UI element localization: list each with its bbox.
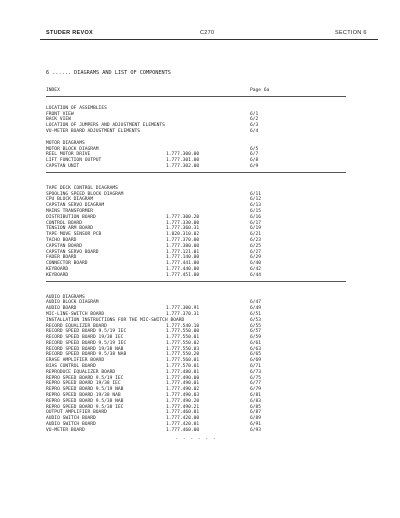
entry-title: LOCATION OF JUMPERS AND ADJUSTMENT ELEMENTS <box>46 123 165 129</box>
entry-page: 6/19 <box>250 226 262 232</box>
entry-title: BACK VIEW <box>46 117 71 123</box>
entry-title: MAINS TRANSFORMER <box>46 208 94 214</box>
entry-page: 6/77 <box>250 381 262 387</box>
entry-page: 6/87 <box>250 410 262 416</box>
entry-part-number: 1.777.370.31 <box>166 311 200 317</box>
entry-title: REPRO SPEED BOARD 19/38 NAB <box>46 393 121 399</box>
entry-part-number: 1.777.480.01 <box>166 369 200 375</box>
contents-row <box>46 129 346 135</box>
entry-part-number: 1.777.550.01 <box>166 335 200 341</box>
entry-page: 6/13 <box>250 203 262 209</box>
entry-title: AUDIO SWITCH BOARD <box>46 416 96 422</box>
entry-title: RECORD SPEED BOARD 19/38 IEC <box>46 335 124 341</box>
entry-title: RECORD SPEED BOARD 9.5/19 IEC <box>46 340 127 346</box>
entry-part-number: 1.777.490.20 <box>166 398 200 404</box>
entry-page: 6/3 <box>250 123 259 129</box>
entry-title: CAPSTAN SERVO DIAGRAM <box>46 203 105 209</box>
entry-title: OUTPUT AMPLIFIER BOARD <box>46 410 107 416</box>
entry-part-number: 1.777.360.31 <box>166 226 200 232</box>
entry-title: REPRO SPEED BOARD 9.5/38 NAB <box>46 398 124 404</box>
entry-page: 6/2 <box>250 117 259 123</box>
contents-row <box>46 164 346 170</box>
entry-title: TAPE DECK CONTROL DIAGRAMS <box>46 185 118 191</box>
entry-page: 6/4 <box>250 128 259 134</box>
entry-part-number: 1.777.490.02 <box>166 387 200 393</box>
brand-logo: STUDER REVOX <box>46 30 93 36</box>
entry-title: KEYBOARD <box>46 266 69 272</box>
entry-page: 6/51 <box>250 311 262 317</box>
entry-part-number: 1.777.490.01 <box>166 381 200 387</box>
model-number: C270 <box>200 30 215 36</box>
entry-page: 6/81 <box>250 393 262 399</box>
entry-page: 6/85 <box>250 404 262 410</box>
entry-title: RECORD SPEED BOARD 19/38 NAB <box>46 346 124 352</box>
entry-title: CPU BLOCK DIAGRAM <box>46 197 94 203</box>
entry-page: 6/21 <box>250 232 262 238</box>
entry-part-number: 1.777.570.01 <box>166 364 200 370</box>
entry-page: 6/49 <box>250 306 262 312</box>
section-title: 6 ...... DIAGRAMS AND LIST OF COMPONENTS <box>46 70 171 76</box>
entry-title: REEL MOTOR DRIVE <box>46 152 91 158</box>
entry-title: CAPSTAN UNIT <box>46 163 80 169</box>
entry-page: 6/11 <box>250 191 262 197</box>
entry-part-number: 1.777.560.01 <box>166 358 200 364</box>
entry-page: 6/27 <box>250 249 262 255</box>
entry-page: 6/61 <box>250 340 262 346</box>
entry-part-number: 1.777.490.03 <box>166 393 200 399</box>
contents-row <box>46 428 346 434</box>
entry-title: AUDIO SWITCH BOARD <box>46 422 96 428</box>
entry-title: INDEX <box>46 88 60 93</box>
entry-part-number: 1.777.420.00 <box>166 416 200 422</box>
entry-page: 6/65 <box>250 352 262 358</box>
entry-part-number: 1.777.330.00 <box>166 220 200 226</box>
entry-page: 6/25 <box>250 243 262 249</box>
entry-title: VU-METER BOARD <box>46 427 85 433</box>
entry-page: 6/73 <box>250 369 262 375</box>
entry-page: 6/55 <box>250 323 262 329</box>
entry-title: REPRODUCE EQUALIZER BOARD <box>46 369 116 375</box>
header-divider <box>40 39 378 40</box>
entry-part-number: 1.777.300.20 <box>166 214 200 220</box>
entry-part-number: 1.777.460.00 <box>166 427 200 433</box>
entry-title: CAPSTAN BOARD <box>46 243 82 249</box>
entry-page: 6/57 <box>250 329 262 335</box>
entry-page: 6/47 <box>250 300 262 306</box>
entry-part-number: 1.777.451.00 <box>166 272 200 278</box>
entry-page: 6/23 <box>250 237 262 243</box>
entry-page: 6/9 <box>250 163 259 169</box>
entry-title: TACHO BOARD <box>46 237 77 243</box>
entry-page: Page 6a <box>250 88 270 93</box>
entry-part-number: 1.777.420.01 <box>166 422 200 428</box>
entry-part-number: 1.777.370.00 <box>166 237 200 243</box>
entry-page: 6/7 <box>250 152 259 158</box>
entry-title: REPRO SPEED BOARD 9.5/19 NAB <box>46 387 124 393</box>
entry-title: TENSION ARM BOARD <box>46 226 94 232</box>
entry-title: RECORD EQUALIZER BOARD <box>46 323 107 329</box>
entry-part-number: 1.777.490.00 <box>166 375 200 381</box>
entry-page: 6/79 <box>250 387 262 393</box>
entry-title: VU-METER BOARD ADJUSTMENT ELEMENTS <box>46 128 141 134</box>
entry-page: 6/16 <box>250 214 262 220</box>
entry-page: 6/29 <box>250 255 262 261</box>
contents-row <box>46 273 346 279</box>
group-spacer <box>46 176 346 186</box>
entry-part-number: 1.777.550.00 <box>166 329 200 335</box>
entry-part-number: 1.777.550.03 <box>166 346 200 352</box>
entry-page: 6/17 <box>250 220 262 226</box>
entry-part-number: 1.777.302.00 <box>166 163 200 169</box>
entry-page: 6/83 <box>250 398 262 404</box>
entry-title: LOCATION OF ASSEMBLIES <box>46 105 107 111</box>
entry-title: FADER BOARD <box>46 255 77 261</box>
entry-title: MIC-LINE-SWITCH BOARD <box>46 311 105 317</box>
entry-part-number: 1.777.550.02 <box>166 340 200 346</box>
entry-page: 6/15 <box>250 208 262 214</box>
entry-page: 6/1 <box>250 111 259 117</box>
group-spacer <box>46 285 346 295</box>
entry-title: TAPE MOVE SENSOR PCB <box>46 232 102 238</box>
entry-page: 6/89 <box>250 416 262 422</box>
entry-title: MOTOR BLOCK DIAGRAM <box>46 146 99 152</box>
entry-title: DISTRIBUTION BOARD <box>46 214 96 220</box>
entry-title: AUDIO BOARD <box>46 306 77 312</box>
entry-title: CONTROL BOARD <box>46 220 82 226</box>
entry-title: REPRO SPEED BOARD 19/38 IEC <box>46 381 121 387</box>
entry-title: RECORD SPEED BOARD 9.5/19 IEC <box>46 329 127 335</box>
entry-page: 6/8 <box>250 158 259 164</box>
entry-title: RECORD SPEED BOARD 9.5/38 NAB <box>46 352 127 358</box>
entry-part-number: 1.777.440.00 <box>166 266 200 272</box>
entry-page: 6/63 <box>250 346 262 352</box>
entry-title: FRONT VIEW <box>46 111 74 117</box>
entry-title: INSTALLATION INSTRUCTIONS FOR THE MIC-SWITCH BOARD <box>46 317 185 323</box>
entry-part-number: 1.777.140.00 <box>166 255 200 261</box>
entry-part-number: 1.777.121.01 <box>166 249 200 255</box>
entry-page: 6/12 <box>250 197 262 203</box>
entry-title: BIAS CONTROL BOARD <box>46 364 96 370</box>
entry-page: 6/93 <box>250 427 262 433</box>
entry-part-number: 1.777.300.91 <box>166 306 200 312</box>
group-rule <box>46 172 346 173</box>
entry-page: 6/44 <box>250 272 262 278</box>
entry-title: AUDIO BLOCK DIAGRAM <box>46 300 99 306</box>
entry-page: 6/59 <box>250 335 262 341</box>
entry-title: CONNECTOR BOARD <box>46 261 88 267</box>
entry-page: 6/75 <box>250 375 262 381</box>
entry-title: REPRO SPEED BOARD 9.5/38 IEC <box>46 404 124 410</box>
entry-page: 6/69 <box>250 358 262 364</box>
entry-part-number: 1.777.550.20 <box>166 352 200 358</box>
entry-part-number: 1.777.540.10 <box>166 323 200 329</box>
entry-part-number: 1.777.301.00 <box>166 158 200 164</box>
entry-title: REPRO SPEED BOARD 9.5/19 IEC <box>46 375 124 381</box>
entry-part-number: 1.777.460.01 <box>166 410 200 416</box>
entry-part-number: 1.777.490.21 <box>166 404 200 410</box>
entry-title: KEYBOARD <box>46 272 69 278</box>
contents-list <box>46 88 346 442</box>
entry-title: MOTOR DIAGRAMS <box>46 140 85 146</box>
entry-page: 6/91 <box>250 422 262 428</box>
entry-page: 6/71 <box>250 364 262 370</box>
entry-page: 6/53 <box>250 317 262 323</box>
entry-part-number: 1.777.300.00 <box>166 152 200 158</box>
footer-dots: - - - - - - <box>175 436 217 442</box>
entry-page: 6/40 <box>250 261 262 267</box>
entry-page: 6/42 <box>250 266 262 272</box>
index-rule <box>46 96 346 97</box>
entry-part-number: 1.820.310.02 <box>166 232 200 238</box>
entry-title: CAPSTAN SERVO BOARD <box>46 249 99 255</box>
entry-title: SPOOLING SPEED BLOCK DIAGRAM <box>46 191 124 197</box>
section-label: SECTION 6 <box>335 30 367 36</box>
group-rule <box>46 281 346 282</box>
entry-part-number: 1.777.441.00 <box>166 261 200 267</box>
contents-row <box>46 88 346 94</box>
entry-title: AUDIO DIAGRAMS <box>46 294 85 300</box>
entry-title: ERASE AMPLIFIER BOARD <box>46 358 105 364</box>
entry-part-number: 1.777.380.00 <box>166 243 200 249</box>
entry-page: 6/5 <box>250 146 259 152</box>
entry-title: LIFT FUNCTION OUTPUT <box>46 158 102 164</box>
